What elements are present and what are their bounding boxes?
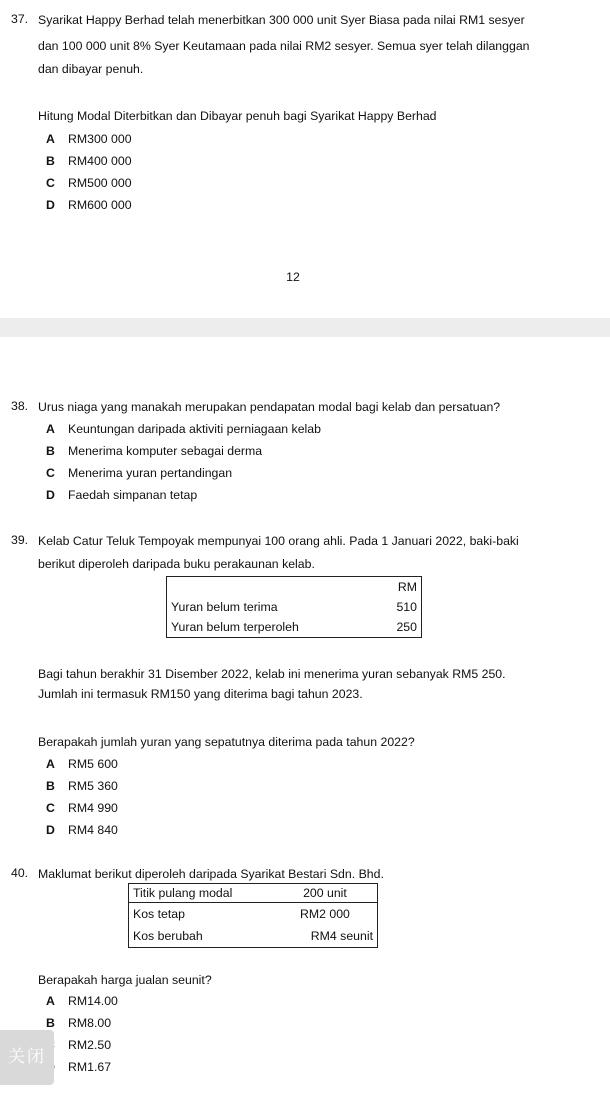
option-c[interactable] xyxy=(46,1036,111,1054)
option-text: RM2.50 xyxy=(68,1038,112,1052)
table-row xyxy=(129,925,378,948)
option-letter: A xyxy=(46,994,55,1008)
option-letter: C xyxy=(46,801,55,815)
table-row xyxy=(129,903,378,926)
info-table xyxy=(128,883,378,948)
option-text: RM4 840 xyxy=(68,823,118,837)
table-cell-label: Yuran belum terima xyxy=(171,600,278,614)
option-text: RM5 360 xyxy=(68,779,118,793)
option-d[interactable] xyxy=(46,486,197,504)
table-cell-label: Kos tetap xyxy=(133,907,185,921)
option-a[interactable] xyxy=(46,755,118,773)
table-cell-label: Kos berubah xyxy=(133,929,203,943)
option-b[interactable] xyxy=(46,777,118,795)
option-c[interactable] xyxy=(46,464,232,482)
page-number: 12 xyxy=(286,270,300,284)
option-letter: C xyxy=(46,176,55,190)
table-cell-label: Titik pulang modal xyxy=(133,886,233,900)
option-text: RM600 000 xyxy=(68,198,132,212)
table-cell-value: 250 xyxy=(396,620,417,634)
option-text: RM5 600 xyxy=(68,757,118,771)
table-cell-value: 200 unit xyxy=(303,886,347,900)
option-text: Menerima yuran pertandingan xyxy=(68,466,233,480)
option-c[interactable] xyxy=(46,799,118,817)
option-text: RM8.00 xyxy=(68,1016,112,1030)
question-number: 39. xyxy=(11,533,29,547)
question-prompt: Hitung Modal Diterbitkan dan Dibayar penuh bagi Syarikat Happy Berhad xyxy=(38,109,437,123)
table-cell-value: RM4 seunit xyxy=(310,929,373,943)
option-letter: A xyxy=(46,132,55,146)
option-letter: D xyxy=(46,488,55,502)
question-text: Maklumat berikut diperoleh daripada Syarikat Bestari Sdn. Bhd. xyxy=(38,867,384,881)
page-separator xyxy=(0,318,610,337)
question-paragraph-line: Bagi tahun berakhir 31 Disember 2022, kelab ini menerima yuran sebanyak RM5 250. xyxy=(38,667,506,681)
close-overlay-button[interactable]: 关闭 xyxy=(0,1030,54,1085)
option-text: RM4 990 xyxy=(68,801,118,815)
table-row xyxy=(167,597,422,617)
question-number: 40. xyxy=(11,866,29,880)
question-text-line: dan 100 000 unit 8% Syer Keutamaan pada nilai RM2 sesyer. Semua syer telah dilanggan xyxy=(38,39,530,53)
option-letter: B xyxy=(46,154,55,168)
option-text: RM14.00 xyxy=(68,994,118,1008)
table-row xyxy=(167,617,422,638)
option-text: Menerima komputer sebagai derma xyxy=(68,444,263,458)
table-row xyxy=(129,884,378,903)
page-12 xyxy=(0,0,610,318)
question-paragraph-line: Jumlah ini termasuk RM150 yang diterima bagi tahun 2023. xyxy=(38,687,363,701)
option-text: RM500 000 xyxy=(68,176,132,190)
option-b[interactable] xyxy=(46,442,262,460)
question-text-line: berikut diperoleh daripada buku perakaunan kelab. xyxy=(38,557,315,571)
option-text: RM1.67 xyxy=(68,1060,112,1074)
option-letter: D xyxy=(46,198,55,212)
option-text: RM400 000 xyxy=(68,154,132,168)
option-b[interactable] xyxy=(46,152,132,170)
question-text-line: dan dibayar penuh. xyxy=(38,62,144,76)
option-text: RM300 000 xyxy=(68,132,132,146)
option-a[interactable] xyxy=(46,992,118,1010)
option-d[interactable] xyxy=(46,1058,111,1076)
question-text-line: Kelab Catur Teluk Tempoyak mempunyai 100 orang ahli. Pada 1 Januari 2022, baki-baki xyxy=(38,534,519,548)
option-text: Keuntungan daripada aktiviti perniagaan kelab xyxy=(68,422,321,436)
table-cell-value: 510 xyxy=(396,600,417,614)
option-letter: D xyxy=(46,823,55,837)
option-letter: A xyxy=(46,422,55,436)
option-letter: B xyxy=(46,779,55,793)
option-b[interactable] xyxy=(46,1014,111,1032)
option-a[interactable] xyxy=(46,130,132,148)
table-cell-label: Yuran belum terperoleh xyxy=(171,620,299,634)
option-a[interactable] xyxy=(46,420,321,438)
question-prompt: Berapakah harga jualan seunit? xyxy=(38,973,212,987)
table-header-rm: RM xyxy=(397,580,417,594)
balances-table xyxy=(166,576,422,638)
option-letter: B xyxy=(46,1016,55,1030)
table-cell-value: RM2 000 xyxy=(299,907,350,921)
option-letter: A xyxy=(46,757,55,771)
option-text: Faedah simpanan tetap xyxy=(68,488,198,502)
table-header-row xyxy=(167,577,422,598)
option-d[interactable] xyxy=(46,196,132,214)
question-text-line: Syarikat Happy Berhad telah menerbitkan 300 000 unit Syer Biasa pada nilai RM1 sesyer xyxy=(38,13,525,27)
option-letter: B xyxy=(46,444,55,458)
option-c[interactable] xyxy=(46,174,132,192)
question-number: 38. xyxy=(11,399,29,413)
page-13 xyxy=(0,337,610,1093)
option-letter: C xyxy=(46,466,55,480)
question-number: 37. xyxy=(11,12,29,26)
question-prompt: Berapakah jumlah yuran yang sepatutnya diterima pada tahun 2022? xyxy=(38,735,415,749)
option-d[interactable] xyxy=(46,821,118,839)
question-text: Urus niaga yang manakah merupakan pendapatan modal bagi kelab dan persatuan? xyxy=(38,400,501,414)
